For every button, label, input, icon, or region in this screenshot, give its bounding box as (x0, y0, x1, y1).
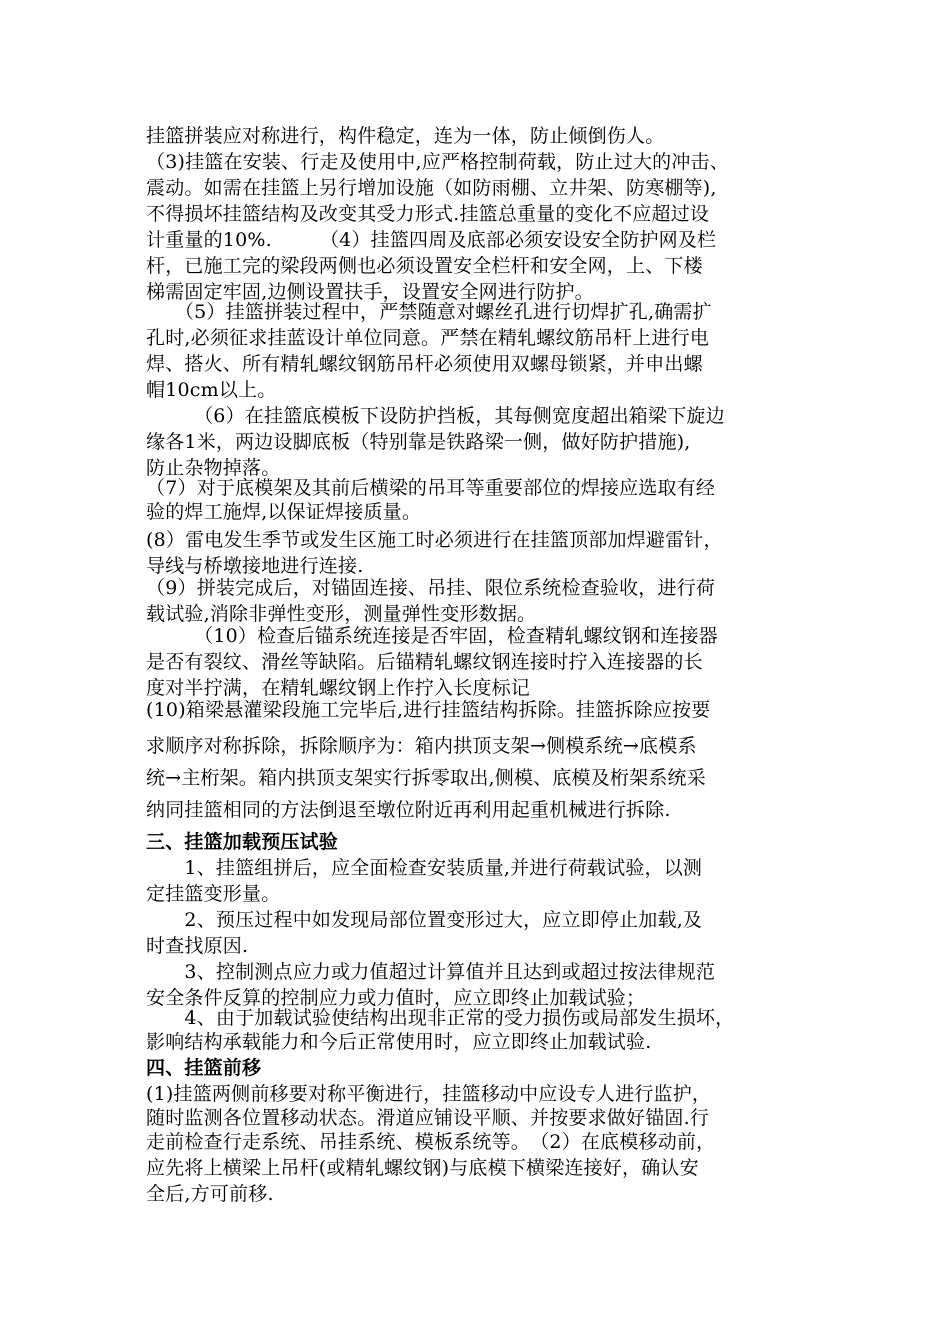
text-line: 时查找原因. (146, 935, 249, 957)
text-line: 导线与桥墩接地进行连接. (146, 555, 364, 577)
text-line: (10)箱梁悬灌梁段施工完毕后,进行挂篮结构拆除。挂篮拆除应按要 (146, 699, 711, 721)
text-line: 缘各1米，两边设脚底板（特别靠是铁路梁一侧，做好防护措施), (146, 431, 691, 453)
text-line: 求顺序对称拆除，拆除顺序为：箱内拱顶支架→侧模系统→底模系 (146, 735, 697, 757)
text-line: 应先将上横梁上吊杆(或精轧螺纹钢)与底模下横梁连接好，确认安 (146, 1157, 699, 1179)
text-line: 不得损坏挂篮结构及改变其受力形式.挂篮总重量的变化不应超过设 (146, 203, 710, 225)
text-line: 孔时,必须征求挂蓝设计单位同意。严禁在精轧螺纹筋吊杆上进行电 (146, 327, 710, 349)
text-line: 防止杂物掉落。 (146, 457, 281, 479)
text-line: 载试验,消除非弹性变形，测量弹性变形数据。 (146, 603, 537, 625)
section-heading: 四、挂篮前移 (146, 1057, 262, 1079)
text-line: （10）检查后锚系统连接是否牢固，检查精轧螺纹钢和连接器 (146, 625, 718, 647)
text-line: 影响结构承载能力和今后正常使用时，应立即终止加载试验. (146, 1031, 652, 1053)
text-line: (1)挂篮两侧前移要对称平衡进行，挂篮移动中应设专人进行监护， (146, 1083, 712, 1105)
text-line: (8）雷电发生季节或发生区施工时必须进行在挂篮顶部加焊避雷针， (146, 529, 723, 551)
text-line: 梯需固定牢固,边侧设置扶手，设置安全网进行防护。 (146, 281, 594, 303)
text-line: （3)挂篮在安装、行走及使用中,应严格控制荷载，防止过大的冲击、 (146, 151, 729, 173)
text-line: 4、由于加载试验使结构出现非正常的受力损伤或局部发生损坏， (146, 1007, 735, 1029)
text-line: 纳同挂篮相同的方法倒退至墩位附近再利用起重机械进行拆除. (146, 799, 671, 821)
text-line: 帽10cm以上。 (146, 379, 277, 401)
text-line: 统→主桁架。箱内拱顶支架实行拆零取出,侧模、底模及桁架系统采 (146, 767, 706, 789)
text-line: 是否有裂纹、滑丝等缺陷。后锚精轧螺纹钢连接时拧入连接器的长 (146, 651, 703, 673)
text-line: 杆，已施工完的梁段两侧也必须设置安全栏杆和安全网，上、下楼 (146, 255, 703, 277)
text-line: 全后,方可前移. (146, 1183, 274, 1205)
text-line: 走前检查行走系统、吊挂系统、模板系统等。 （2）在底模移动前， (146, 1131, 716, 1153)
text-line: 震动。如需在挂篮上另行增加设施（如防雨棚、立井架、防寒棚等), (146, 177, 717, 199)
text-line: 安全条件反算的控制应力或力值时，应立即终止加载试验； (146, 987, 646, 1009)
text-line: 1、挂篮组拼后，应全面检查安装质量,并进行荷载试验，以测 (146, 857, 703, 879)
text-line: （9）拼装完成后，对锚固连接、吊挂、限位系统检查验收，进行荷 (146, 577, 716, 599)
text-line: 焊、搭火、所有精轧螺纹钢筋吊杆必须使用双螺母锁紧，并申出螺 (146, 353, 703, 375)
text-line: （6）在挂篮底模板下设防护挡板，其每侧宽度超出箱梁下旋边 (146, 405, 725, 427)
text-line: 挂篮拼装应对称进行，构件稳定，连为一体，防止倾倒伤人。 (146, 125, 665, 147)
text-line: （5）挂篮拼装过程中，严禁随意对螺丝孔进行切焊扩孔,确需扩 (146, 301, 712, 323)
text-line: 度对半拧满，在精轧螺纹钢上作拧入长度标记 (146, 677, 531, 699)
text-line: 3、控制测点应力或力值超过计算值并且达到或超过按法律规范 (146, 961, 716, 983)
text-line: （7）对于底模架及其前后横梁的吊耳等重要部位的焊接应选取有经 (146, 477, 716, 499)
text-line: 2、预压过程中如发现局部位置变形过大，应立即停止加载,及 (146, 909, 703, 931)
text-line: 验的焊工施焊,以保证焊接质量。 (146, 501, 422, 523)
text-line: 计重量的10%. （4）挂篮四周及底部必须安设安全防护网及栏 (146, 229, 717, 251)
section-heading: 三、挂篮加载预压试验 (146, 831, 339, 853)
text-line: 随时监测各位置移动状态。滑道应铺设平顺、并按要求做好锚固.行 (146, 1107, 710, 1129)
text-line: 定挂篮变形量。 (146, 883, 281, 905)
